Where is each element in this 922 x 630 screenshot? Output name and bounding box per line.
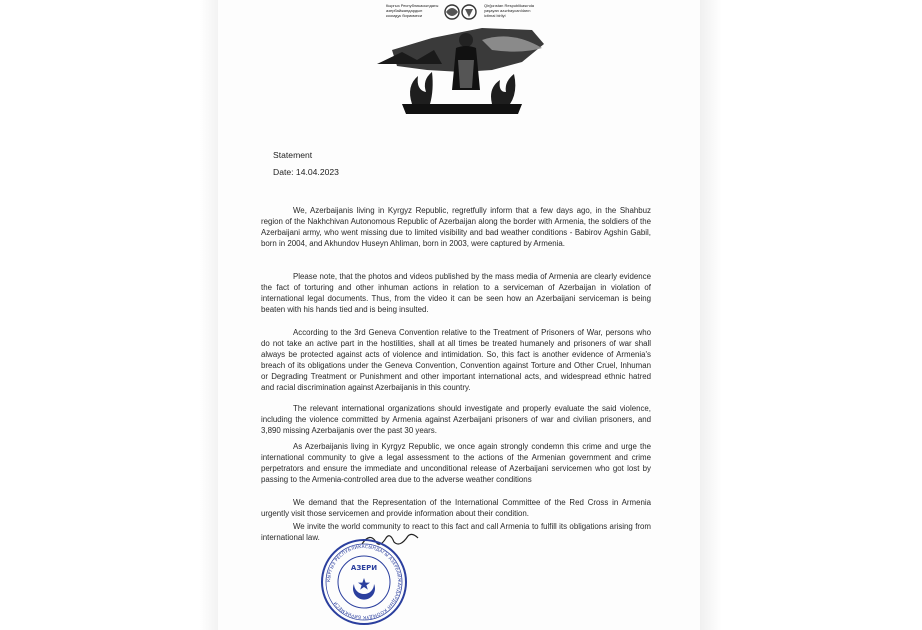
right-org-line: Qirğızıstan Respublikasında (484, 3, 535, 8)
stamp-center-text: АЗЕРИ (350, 564, 378, 572)
statement-date: Date: 14.04.2023 (273, 167, 339, 177)
right-org-line: yaşayan azərbaycanlıların (484, 8, 531, 13)
stamp-ring-text: КЫРГЫЗ РЕСПУБЛИКАСЫНДАГЫ АЗЕРБАЙЖАНДАРДЫН КООМДУК БИРИКМЕСИ (326, 544, 402, 620)
page-shadow-right (700, 0, 722, 630)
left-org-line: азербайжандардын (386, 8, 423, 13)
body-paragraph (261, 327, 651, 394)
right-org-line: ictimai birliyi (484, 13, 506, 18)
paragraph-text: We demand that the Representation of the International Committee of the Red Cross in Armenia urgently visit those servicemen and provide information about their condition. (261, 498, 651, 519)
star-icon (358, 578, 370, 590)
official-stamp (320, 538, 408, 626)
body-paragraph (261, 497, 651, 519)
letterhead-right-org (484, 3, 538, 18)
paragraph-text: According to the 3rd Geneva Convention relative to the Treatment of Prisoners of War, persons who do not take an active part in the hostilities, shall at all times be treated humanely and prisoners of war shall always be protected against acts of violence and intimidation. So, this fact is another evidence of Armenia's breach of its obligations under the Geneva Convention, Convention against Torture and Other Cruel, Inhuman or Degrading Treatment or Punishment and other important international acts, and widespread ethnic hatred and racial discrimination against Azerbaijanis in this country. (261, 328, 651, 393)
body-paragraph (261, 271, 651, 315)
left-org-line: Кыргыз Республикасындагы (386, 3, 439, 8)
paragraph-text: We invite the world community to react to this fact and call Armenia to fulfill its obligations arising from international law. (261, 522, 651, 543)
letterhead-left-org (386, 3, 440, 18)
left-org-line: коомдук бирикмеси (386, 13, 423, 18)
body-paragraph (261, 205, 651, 249)
paragraph-text: The relevant international organizations should investigate and properly evaluate the said violence, including the violence committed by Armenia against Azerbaijani prisoners of war and civilian prisoners, and 3,890 missing Azerbaijanis over the past 30 years. (261, 404, 651, 436)
statement-heading: Statement (273, 150, 313, 160)
paragraph-text: Please note, that the photos and videos published by the mass media of Armenia are clearly evidence the fact of torturing and other inhuman actions in relation to a serviceman of Azerbaijan in violation of international legal documents. Thus, from the video it can be seen how an Azerbaijani serviceman is being beaten with his hands tied and is being insulted. (261, 272, 651, 315)
body-paragraph (261, 403, 651, 436)
body-paragraph (261, 441, 651, 485)
paragraph-text: As Azerbaijanis living in Kyrgyz Republic, we once again strongly condemn this crime and urge the international community to give a legal assessment to the actions of the Armenian government and crime perpetrators and ensure the immediate and unconditional release of Azerbaijani servicemen who got lost by passing to the Armenia-controlled area due to the adverse weather conditions (261, 442, 651, 485)
paragraph-text: We, Azerbaijanis living in Kyrgyz Republic, regretfully inform that a few days ago, in the Shahbuz region of the Nakhchivan Autonomous Republic of Azerbaijan along the border with Armenia, the soldiers of the Azerbaijani army, who went missing due to limited visibility and bad weather conditions - Babirov Agshin Gabil, born in 2004, and Akhundov Huseyn Ahliman, born in 2003, were captured by Armenia. (261, 206, 651, 249)
